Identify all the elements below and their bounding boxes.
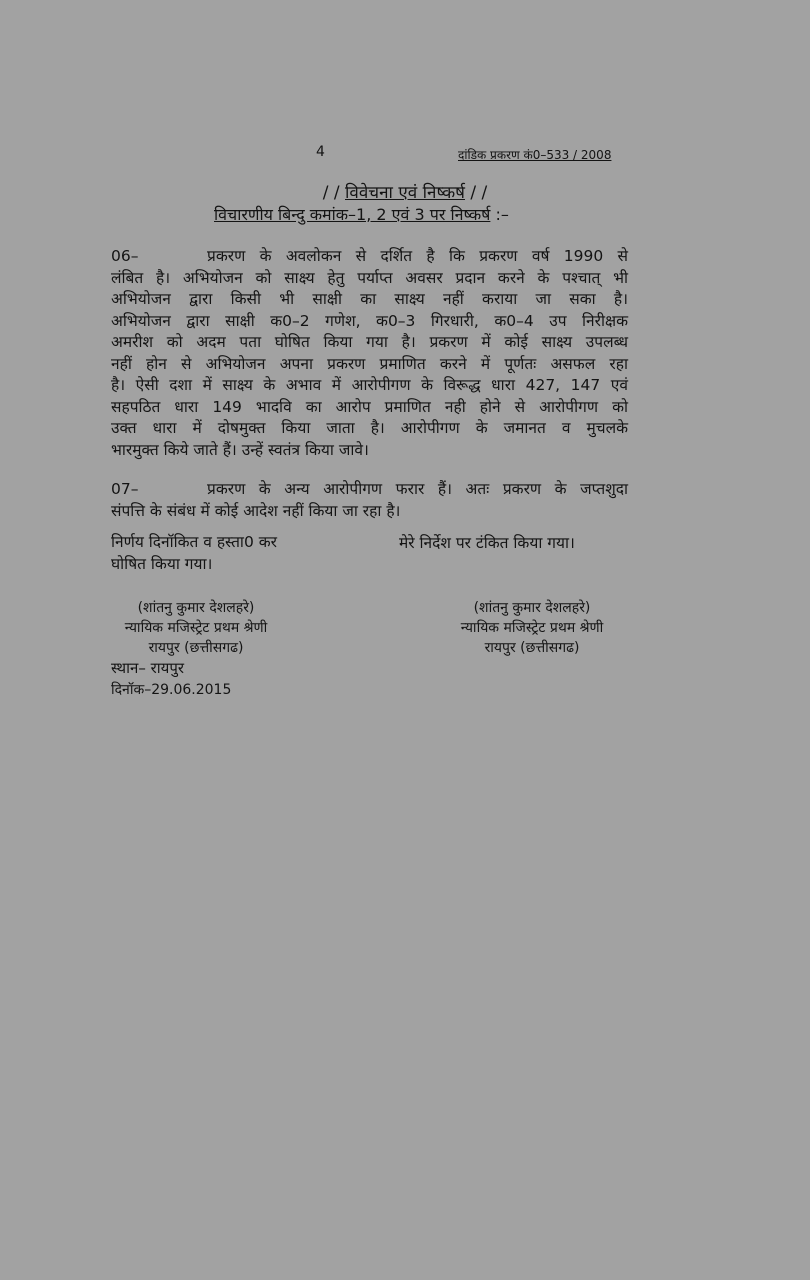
signatory-name: (शांतनु कुमार देशलहरे) [473, 600, 591, 616]
date-line: दिनॉक–29.06.2015 [111, 682, 232, 698]
paragraph-line: लंबित है। अभियोजन को साक्ष्य हेतु पर्याप्त अवसर प्रदान करने के पश्चात् भी [111, 268, 628, 287]
paragraph-line: उक्त धारा में दोषमुक्त किया जाता है। आरोपीगण के जमानत व मुचलके [111, 419, 628, 437]
paragraph-line: 06– प्रकरण के अवलोकन से दर्शित है कि प्रकरण वर्ष 1990 से [111, 246, 628, 268]
paragraph-line: भारमुक्त किये जाते हैं। उन्हें स्वतंत्र किया जावे। [111, 440, 369, 459]
paragraph-line: 07– प्रकरण के अन्य आरोपीगण फरार हैं। अतः प्रकरण के जप्तशुदा [111, 479, 628, 501]
declaration-line: निर्णय दिनॉकित व हस्ता0 कर [111, 533, 277, 551]
paragraph-line: सहपठित धारा 149 भादवि का आरोप प्रमाणित नही होने से आरोपीगण को [111, 397, 628, 416]
paragraph-line: नहीं होन से अभियोजन अपना प्रकरण प्रमाणित करने में पूर्णतः असफल रहा [111, 354, 628, 373]
paragraph-number: 07– [111, 480, 139, 498]
heading-prefix: / / [322, 183, 340, 203]
signatory-location: रायपुर (छत्तीसगढ) [148, 640, 244, 656]
subheading-text: विचारणीय बिन्दु कमांक–1, 2 एवं 3 पर निष्कर्ष [214, 205, 491, 224]
section-subheading [214, 203, 509, 225]
paragraph-line: संपत्ति के संबंध में कोई आदेश नहीं किया जा रहा है। [111, 501, 401, 520]
heading-title: विवेचना एवं निष्कर्ष [345, 183, 465, 203]
signature-block-left [106, 598, 286, 658]
signatory-designation: न्यायिक मजिस्ट्रेट प्रथम श्रेणी [124, 620, 268, 636]
place-line: स्थान– रायपुर [111, 659, 184, 677]
heading-suffix: / / [470, 183, 488, 203]
paragraph-line: अभियोजन द्वारा किसी भी साक्षी का साक्ष्य नहीं कराया जा सका है। [111, 290, 628, 308]
paragraph-line: अभियोजन द्वारा साक्षी क0–2 गणेश, क0–3 गिरधारी, क0–4 उप निरीक्षक [111, 311, 628, 330]
typed-note: मेरे निर्देश पर टंकित किया गया। [399, 534, 575, 552]
signature-block-right [442, 598, 622, 658]
declaration-line: घोषित किया गया। [111, 555, 213, 573]
signatory-name: (शांतनु कुमार देशलहरे) [137, 600, 255, 616]
section-heading [0, 180, 810, 203]
paragraph-number: 06– [111, 247, 139, 265]
page-number: 4 [316, 144, 325, 160]
paragraph-line: अमरीश को अदम पता घोषित किया गया है। प्रकरण में कोई साक्ष्य उपलब्ध [111, 333, 628, 351]
paragraph-07 [111, 479, 628, 522]
paragraph-line: है। ऐसी दशा में साक्ष्य के अभाव में आरोपीगण के विरूद्ध धारा 427, 147 एवं [111, 376, 628, 394]
judgment-declaration [111, 531, 277, 575]
subheading-suffix: :– [495, 205, 509, 224]
case-reference: दांडिक प्रकरण कं0–533 / 2008 [458, 148, 612, 162]
signatory-designation: न्यायिक मजिस्ट्रेट प्रथम श्रेणी [460, 620, 604, 636]
paragraph-06 [111, 246, 628, 461]
signatory-location: रायपुर (छत्तीसगढ) [484, 640, 580, 656]
